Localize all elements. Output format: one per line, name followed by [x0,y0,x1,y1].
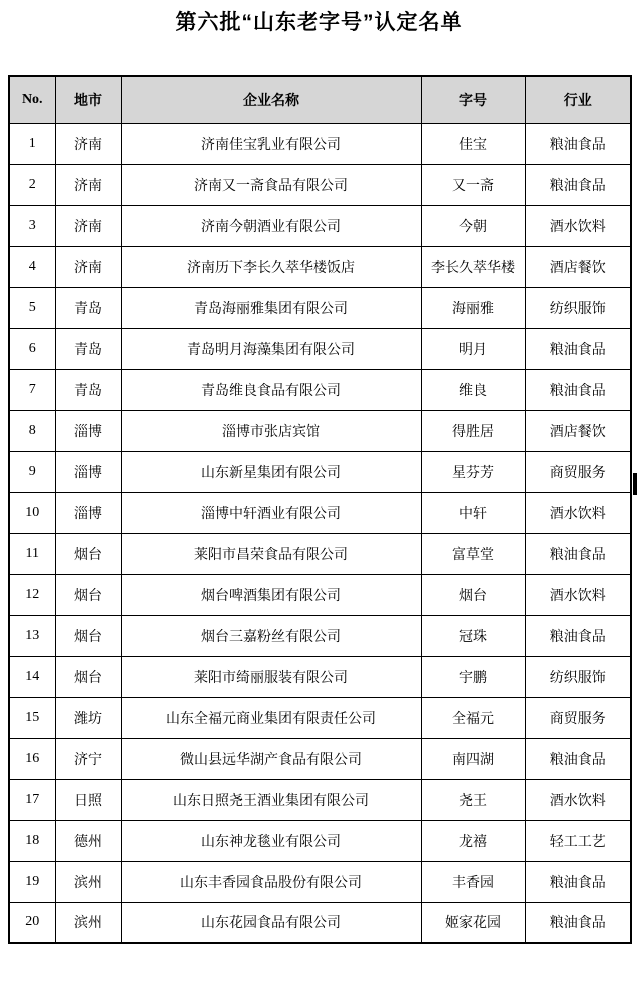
table-row [9,205,631,246]
header-city: 地市 [55,76,121,123]
cell-company: 烟台啤酒集团有限公司 [121,574,421,615]
cell-brand: 烟台 [421,574,525,615]
cell-brand: 全福元 [421,697,525,738]
cell-company: 济南又一斋食品有限公司 [121,164,421,205]
cell-no: 13 [9,615,55,656]
cell-company: 山东花园食品有限公司 [121,902,421,943]
cell-industry: 商贸服务 [525,697,631,738]
cell-industry: 粮油食品 [525,615,631,656]
cell-no: 2 [9,164,55,205]
cell-brand: 海丽雅 [421,287,525,328]
cell-no: 18 [9,820,55,861]
cell-brand: 冠珠 [421,615,525,656]
cell-company: 山东丰香园食品股份有限公司 [121,861,421,902]
cell-city: 淄博 [55,492,121,533]
cell-industry: 轻工工艺 [525,820,631,861]
cell-brand: 龙禧 [421,820,525,861]
cell-brand: 富草堂 [421,533,525,574]
cell-industry: 粮油食品 [525,738,631,779]
cell-industry: 酒店餐饮 [525,410,631,451]
cell-company: 淄博中轩酒业有限公司 [121,492,421,533]
cell-city: 德州 [55,820,121,861]
table-row [9,656,631,697]
cell-industry: 粮油食品 [525,328,631,369]
table-row [9,902,631,943]
cell-industry: 酒水饮料 [525,205,631,246]
cell-city: 济南 [55,164,121,205]
cell-industry: 酒水饮料 [525,492,631,533]
cell-industry: 粮油食品 [525,861,631,902]
cell-industry: 粮油食品 [525,902,631,943]
cell-industry: 酒水饮料 [525,574,631,615]
table-row [9,533,631,574]
cell-city: 青岛 [55,369,121,410]
header-row [9,76,631,123]
cell-city: 滨州 [55,861,121,902]
scrollbar-thumb[interactable] [633,473,637,495]
cell-brand: 宇鹏 [421,656,525,697]
cell-industry: 商贸服务 [525,451,631,492]
cell-no: 1 [9,123,55,164]
cell-no: 15 [9,697,55,738]
cell-city: 烟台 [55,574,121,615]
cell-industry: 粮油食品 [525,164,631,205]
cell-company: 济南今朝酒业有限公司 [121,205,421,246]
cell-industry: 酒店餐饮 [525,246,631,287]
cell-brand: 姬家花园 [421,902,525,943]
cell-city: 济南 [55,246,121,287]
cell-no: 12 [9,574,55,615]
cell-company: 山东日照尧王酒业集团有限公司 [121,779,421,820]
table-row [9,123,631,164]
cell-city: 烟台 [55,533,121,574]
cell-brand: 丰香园 [421,861,525,902]
cell-city: 济南 [55,205,121,246]
table-row [9,697,631,738]
cell-company: 微山县远华湖产食品有限公司 [121,738,421,779]
cell-brand: 南四湖 [421,738,525,779]
cell-industry: 粮油食品 [525,533,631,574]
table-row [9,820,631,861]
cell-industry: 纺织服饰 [525,656,631,697]
cell-company: 山东新星集团有限公司 [121,451,421,492]
cell-city: 日照 [55,779,121,820]
table-row [9,574,631,615]
table-row [9,738,631,779]
cell-city: 淄博 [55,451,121,492]
cell-no: 4 [9,246,55,287]
header-company: 企业名称 [121,76,421,123]
cell-brand: 李长久萃华楼 [421,246,525,287]
cell-company: 青岛维良食品有限公司 [121,369,421,410]
cell-brand: 得胜居 [421,410,525,451]
table-row [9,328,631,369]
cell-brand: 中轩 [421,492,525,533]
cell-city: 潍坊 [55,697,121,738]
cell-brand: 又一斋 [421,164,525,205]
cell-city: 济宁 [55,738,121,779]
cell-company: 山东全福元商业集团有限责任公司 [121,697,421,738]
page-title: 第六批“山东老字号”认定名单 [175,11,463,34]
cell-brand: 佳宝 [421,123,525,164]
header-brand: 字号 [421,76,525,123]
cell-city: 淄博 [55,410,121,451]
cell-company: 青岛明月海藻集团有限公司 [121,328,421,369]
cell-city: 烟台 [55,615,121,656]
table-row [9,861,631,902]
cell-no: 16 [9,738,55,779]
table-row [9,779,631,820]
header-industry: 行业 [525,76,631,123]
table-row [9,246,631,287]
cell-industry: 酒水饮料 [525,779,631,820]
cell-no: 8 [9,410,55,451]
cell-no: 17 [9,779,55,820]
cell-company: 济南历下李长久萃华楼饭店 [121,246,421,287]
cell-brand: 尧王 [421,779,525,820]
cell-brand: 星芬芳 [421,451,525,492]
cell-company: 烟台三嘉粉丝有限公司 [121,615,421,656]
brand-list-table [8,75,632,944]
table-row [9,369,631,410]
cell-company: 青岛海丽雅集团有限公司 [121,287,421,328]
cell-no: 10 [9,492,55,533]
cell-no: 3 [9,205,55,246]
cell-no: 19 [9,861,55,902]
cell-brand: 明月 [421,328,525,369]
cell-no: 9 [9,451,55,492]
cell-city: 青岛 [55,328,121,369]
cell-brand: 今朝 [421,205,525,246]
cell-city: 青岛 [55,287,121,328]
table-row [9,287,631,328]
cell-industry: 纺织服饰 [525,287,631,328]
table-header [9,76,631,123]
table-body [9,123,631,943]
header-no: No. [9,76,55,123]
cell-company: 莱阳市昌荣食品有限公司 [121,533,421,574]
cell-industry: 粮油食品 [525,123,631,164]
cell-no: 14 [9,656,55,697]
table-row [9,164,631,205]
cell-industry: 粮油食品 [525,369,631,410]
cell-city: 滨州 [55,902,121,943]
cell-no: 7 [9,369,55,410]
cell-company: 淄博市张店宾馆 [121,410,421,451]
cell-no: 5 [9,287,55,328]
cell-company: 莱阳市绮丽服装有限公司 [121,656,421,697]
table-row [9,615,631,656]
cell-no: 6 [9,328,55,369]
cell-no: 11 [9,533,55,574]
table-row [9,451,631,492]
cell-no: 20 [9,902,55,943]
cell-company: 山东神龙毯业有限公司 [121,820,421,861]
cell-company: 济南佳宝乳业有限公司 [121,123,421,164]
table-row [9,492,631,533]
table-row [9,410,631,451]
cell-brand: 维良 [421,369,525,410]
cell-city: 烟台 [55,656,121,697]
cell-city: 济南 [55,123,121,164]
